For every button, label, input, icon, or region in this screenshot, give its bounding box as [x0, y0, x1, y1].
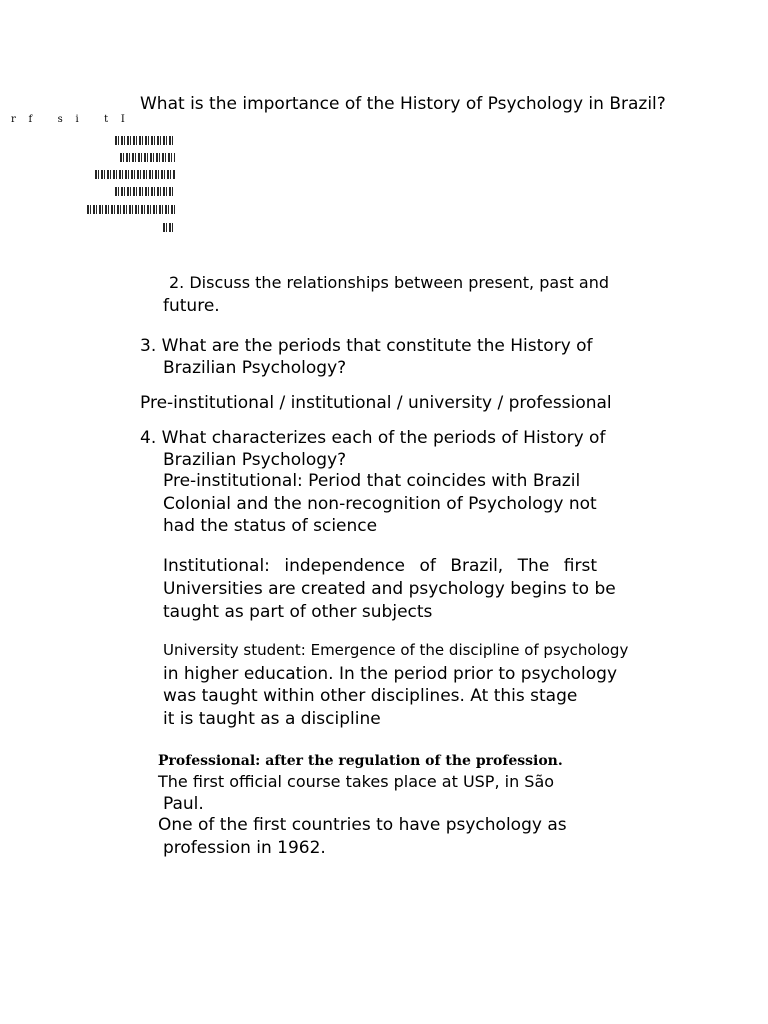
- pre-institutional-line-1: Pre-institutional: Period that coincides with Brazil: [163, 471, 581, 491]
- bullet-usp-text: The first official course takes place at USP, in São: [158, 772, 555, 791]
- garbled-line: [95, 170, 175, 179]
- garbled-line: [115, 187, 175, 196]
- question-2-line-1: 2. Discuss the relationships between present, past and: [169, 273, 609, 292]
- question-3-line-1: 3. What are the periods that constitute the History of: [140, 336, 593, 356]
- garbled-line: [120, 153, 175, 162]
- page-heading: What is the importance of the History of Psychology in Brazil?: [140, 94, 666, 114]
- garbled-line: [163, 223, 175, 232]
- university-line-1: University student: Emergence of the discipline of psychology: [163, 641, 629, 659]
- bullet-professional-text: Professional: after the regulation of the profession.: [158, 753, 563, 769]
- garbled-letters: r f s i t I: [11, 114, 125, 125]
- bullet-countries: [142, 815, 567, 835]
- institutional-line-2: Universities are created and psychology begins to be: [163, 579, 616, 599]
- garbled-line: [115, 136, 175, 145]
- bullet-usp-line-2: Paul.: [163, 794, 204, 814]
- question-3-line-2: Brazilian Psychology?: [163, 358, 347, 378]
- garbled-text-block: [0, 114, 175, 239]
- university-line-3: was taught within other disciplines. At this stage: [163, 686, 578, 706]
- bullet-countries-line-2: profession in 1962.: [163, 838, 326, 858]
- garbled-line: [87, 205, 175, 214]
- university-line-4: it is taught as a discipline: [163, 709, 381, 729]
- institutional-line-1: Institutional: independence of Brazil, The first: [163, 556, 597, 576]
- question-2-line-2: future.: [163, 296, 220, 316]
- bullet-usp: [142, 772, 554, 791]
- question-4-line-2: Brazilian Psychology?: [163, 450, 347, 470]
- pre-institutional-line-2: Colonial and the non-recognition of Psychology not: [163, 494, 597, 514]
- bullet-countries-text: One of the first countries to have psychology as: [158, 815, 567, 835]
- institutional-line-3: taught as part of other subjects: [163, 602, 433, 622]
- bullet-professional: [142, 753, 563, 769]
- question-4-line-1: 4. What characterizes each of the periods of History of: [140, 428, 606, 448]
- university-line-2: in higher education. In the period prior to psychology: [163, 664, 618, 684]
- pre-institutional-line-3: had the status of science: [163, 516, 378, 536]
- periods-answer: Pre-institutional / institutional / university / professional: [140, 393, 612, 413]
